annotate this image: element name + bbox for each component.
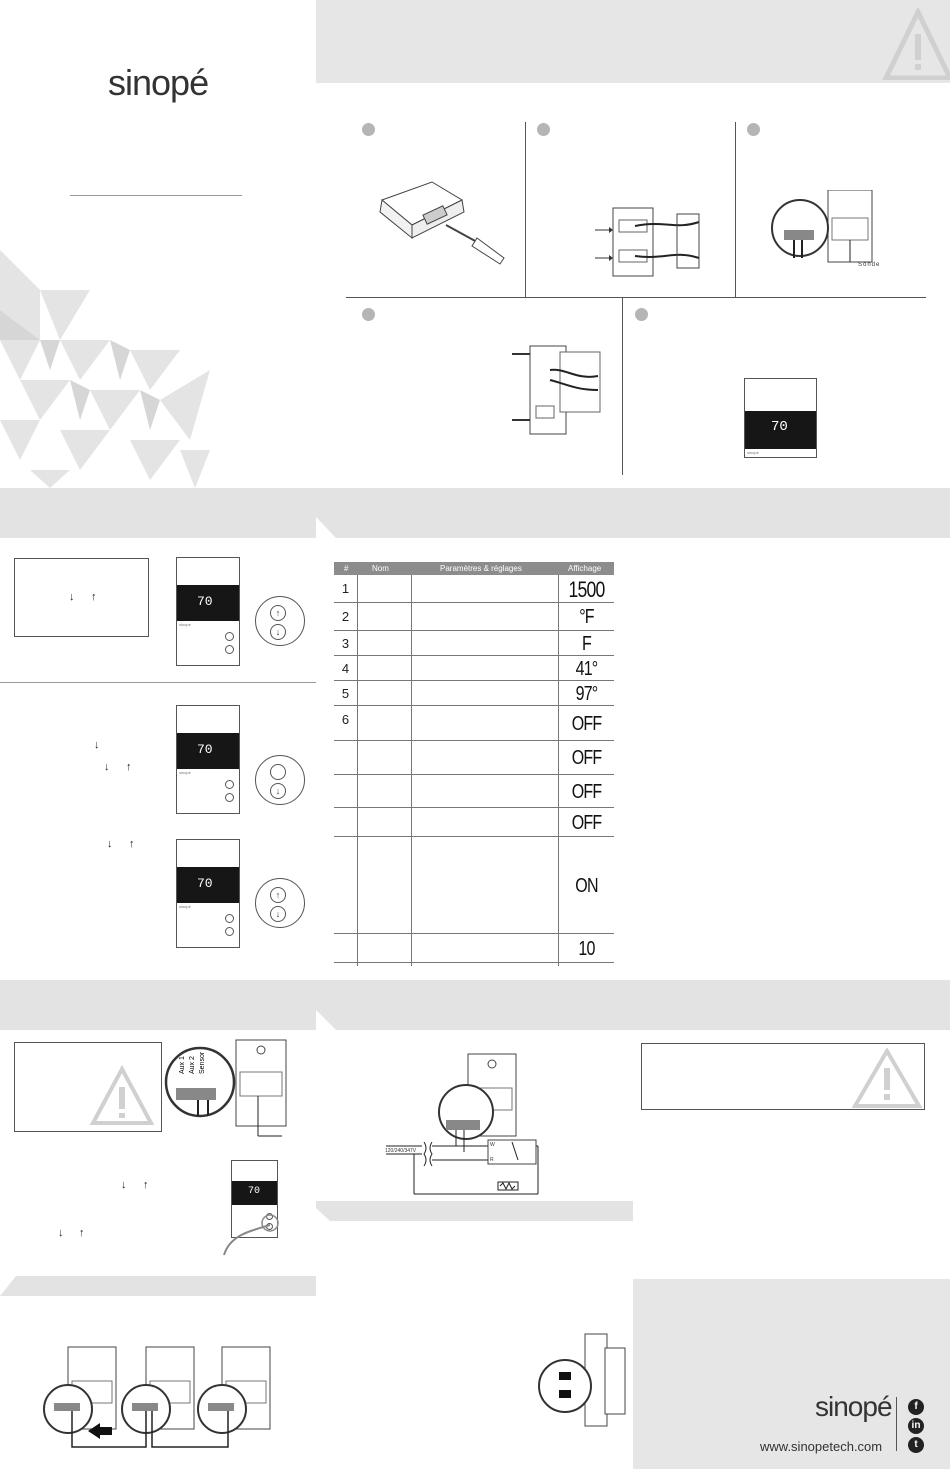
arrow-up-icon: ↑ [126,761,132,773]
subsection-band [316,1201,633,1221]
triangle-pattern [0,250,316,488]
parameters-table [334,562,614,966]
step-divider-h [346,297,926,298]
arrow-up-icon: ↑ [129,838,135,850]
thermostat-b: 70 sinopé [176,705,240,814]
arrow-down-icon: ↓ [104,761,110,773]
arrow-up-icon: ↑ [91,591,97,603]
band-notch [316,1010,336,1030]
row-number: 4 [341,660,350,676]
step-bullet [537,123,550,136]
row-display-value: OFF [571,747,602,769]
facebook-icon[interactable]: f [908,1399,924,1415]
table-header: # Nom Paramètres & réglages Affichage [334,562,614,575]
website-link[interactable]: www.sinopetech.com [760,1439,883,1454]
arrow-down-icon: ↓ [107,838,113,850]
row-display-value: OFF [571,712,602,735]
step-divider [622,297,623,475]
warning-icon [852,1048,922,1108]
section-band-low [0,980,950,1030]
daisy-chain-illustration [42,1345,278,1453]
row-display-value: 10 [578,937,595,960]
arrow-down-icon: ↓ [121,1179,127,1191]
row-display-value: ON [575,874,598,897]
terminal-illustration [770,190,880,270]
thermostat-d: 70 [231,1160,278,1238]
cover-panel [0,0,316,488]
table-row [334,808,614,837]
table-row [334,603,614,631]
buttons-zoom [255,596,305,646]
mounting-illustration [506,340,606,440]
buttons-zoom [255,878,305,928]
divider [0,682,316,683]
down-button-icon: ↓ [270,783,286,799]
row-number: 2 [341,609,350,624]
probe-label: Sonde [858,262,881,268]
terminal-w-label: W [490,1142,495,1148]
warning-icon [89,1065,155,1127]
table-row [334,631,614,656]
down-button-icon: ↓ [270,624,286,640]
pointer-line [220,1205,280,1257]
social-icons [908,1399,924,1456]
row-display-value: 1500 [568,577,605,602]
row-display-value: 97° [575,682,598,705]
row-number: 1 [341,581,350,596]
band-notch [0,1276,16,1296]
terminal-r-label: R [490,1157,494,1163]
table-row [334,741,614,775]
twitter-icon[interactable]: t [908,1437,924,1453]
step-bullet [362,123,375,136]
svg-text:Aux 2: Aux 2 [189,1056,196,1074]
step-divider [525,122,526,297]
up-button-icon: ↑ [270,887,286,903]
down-button-icon: ↓ [270,906,286,922]
row-display-value: 41° [575,657,598,680]
arrow-up-icon: ↑ [143,1179,149,1191]
buttons-zoom [255,755,305,805]
table-row [334,837,614,934]
instruction-box [14,558,149,637]
step-divider [735,122,736,297]
wiring-diagram [382,1050,552,1200]
row-display-value: F [582,632,591,655]
thermostat-a: 70 sinopé [176,557,240,666]
terminal-zoom-illustration [162,1036,292,1140]
svg-text:Sensor: Sensor [199,1051,206,1074]
screwdriver-illustration [372,170,512,270]
table-row [334,706,614,741]
wallbox-illustration [595,200,705,280]
step-bullet [635,308,648,321]
table-row [334,681,614,706]
linkedin-icon[interactable]: in [908,1418,924,1434]
warning-box [14,1042,162,1132]
table-row [334,575,614,603]
thermostat-c: 70 sinopé [176,839,240,948]
row-display-value: OFF [571,811,602,834]
table-row [334,934,614,963]
brand-logo: sinopé [108,62,209,103]
arrow-down-icon: ↓ [69,591,75,603]
section-band-bottom [0,1276,316,1296]
divider [70,195,242,196]
arrow-up-icon: ↑ [79,1227,85,1239]
row-number: 3 [341,635,350,651]
header-band-top [316,0,950,83]
thermostat-step5: 70 sinopé [744,378,817,458]
step-bullet [362,308,375,321]
table-row [334,656,614,681]
table-row [334,775,614,808]
voltage-label: 120/240/347V [385,1148,417,1154]
row-number: 6 [341,711,350,727]
arrow-down-icon: ↓ [58,1227,64,1239]
step-bullet [747,123,760,136]
section-band-mid [0,488,950,538]
band-notch [316,517,336,538]
up-button-icon: ↑ [270,605,286,621]
warning-icon [878,8,950,80]
side-view-illustration [537,1330,629,1430]
row-display-value: °F [579,606,594,628]
footer-panel [633,1279,950,1469]
row-display-value: OFF [571,780,602,803]
footer-logo: sinopé [815,1391,892,1422]
warning-box-right [641,1043,925,1110]
band-notch [316,1208,330,1221]
row-number: 5 [341,685,350,701]
svg-text:Aux 1: Aux 1 [179,1056,186,1074]
arrow-down-icon: ↓ [94,739,100,751]
